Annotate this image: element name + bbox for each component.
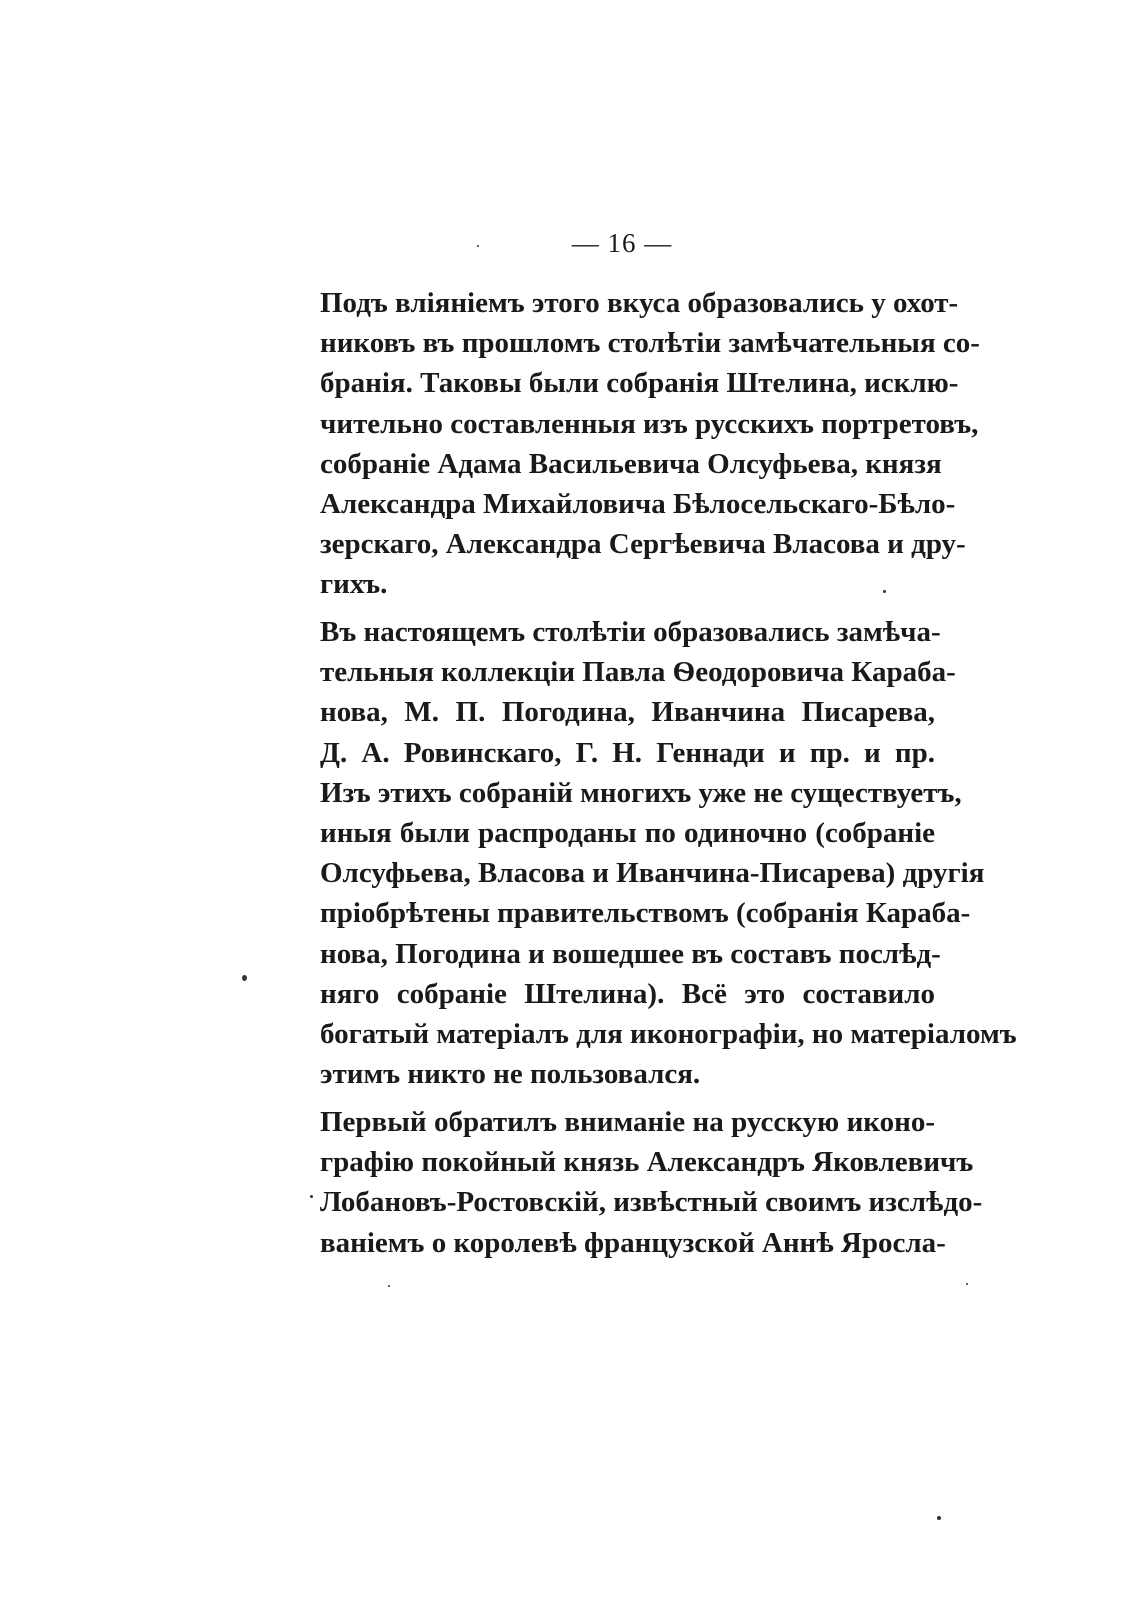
text-line: этимъ никто не пользовался. xyxy=(320,1058,701,1091)
text-line: Лобановъ-Ростовскій, извѣстный своимъ изслѣдо- xyxy=(320,1186,983,1219)
text-line: Александра Михайловича Бѣлосельскаго-Бѣло- xyxy=(320,488,956,521)
text-line: тельныя коллекціи Павла Ѳеодоровича Караба- xyxy=(320,656,956,689)
text-line: зерскаго, Александра Сергѣевича Власова и дру- xyxy=(320,528,966,561)
text-line: бранія. Таковы были собранія Штелина, исклю- xyxy=(320,367,959,400)
text-line: чительно составленныя изъ русскихъ портретовъ, xyxy=(320,407,979,440)
page-number: — 16 — xyxy=(571,228,673,258)
scan-speck xyxy=(966,1283,968,1285)
text-line: собраніе Адама Васильевича Олсуфьева, князя xyxy=(320,447,942,480)
paragraph-1 xyxy=(320,283,980,605)
text-line: ваніемъ о королевѣ французской Аннѣ Яросла- xyxy=(320,1226,946,1259)
scan-speck xyxy=(388,1285,390,1287)
scan-speck xyxy=(477,245,479,247)
scan-speck xyxy=(937,1516,941,1520)
text-line: нова, Погодина и вошедшее въ составъ послѣд- xyxy=(320,937,941,970)
text-line: Въ настоящемъ столѣтіи образовались замѣча- xyxy=(320,616,941,648)
text-line: Олсуфьева, Власова и Иванчина-Писарева) другія xyxy=(320,857,985,890)
text-line: Первый обратилъ вниманіе на русскую иконо- xyxy=(320,1106,935,1138)
text-line: пріобрѣтены правительствомъ (собранія Караба- xyxy=(320,897,971,930)
text-line: Д. А. Ровинскаго, Г. Н. Геннади и пр. и пр. xyxy=(320,736,935,769)
scan-speck xyxy=(242,975,247,981)
text-line: Подъ вліяніемъ этого вкуса образовались у охот- xyxy=(320,287,959,319)
text-line: никовъ въ прошломъ столѣтіи замѣчательныя со- xyxy=(320,327,980,360)
scan-speck xyxy=(310,1195,313,1198)
paragraph-3 xyxy=(320,1102,983,1263)
scan-speck xyxy=(883,590,886,593)
text-line: иныя были распроданы по одиночно (собраніе xyxy=(320,817,935,850)
text-line: богатый матеріалъ для иконографіи, но матеріаломъ xyxy=(320,1018,1017,1051)
text-line: нова, М. П. Погодина, Иванчина Писарева, xyxy=(320,696,935,729)
text-line: гихъ. xyxy=(320,568,388,601)
text-line: графію покойный князь Александръ Яковлевичъ xyxy=(320,1146,974,1179)
text-line: Изъ этихъ собраній многихъ уже не существуетъ, xyxy=(320,776,962,809)
paragraph-2 xyxy=(320,612,1017,1094)
text-line: няго собраніе Штелина). Всё это составило xyxy=(320,977,935,1010)
